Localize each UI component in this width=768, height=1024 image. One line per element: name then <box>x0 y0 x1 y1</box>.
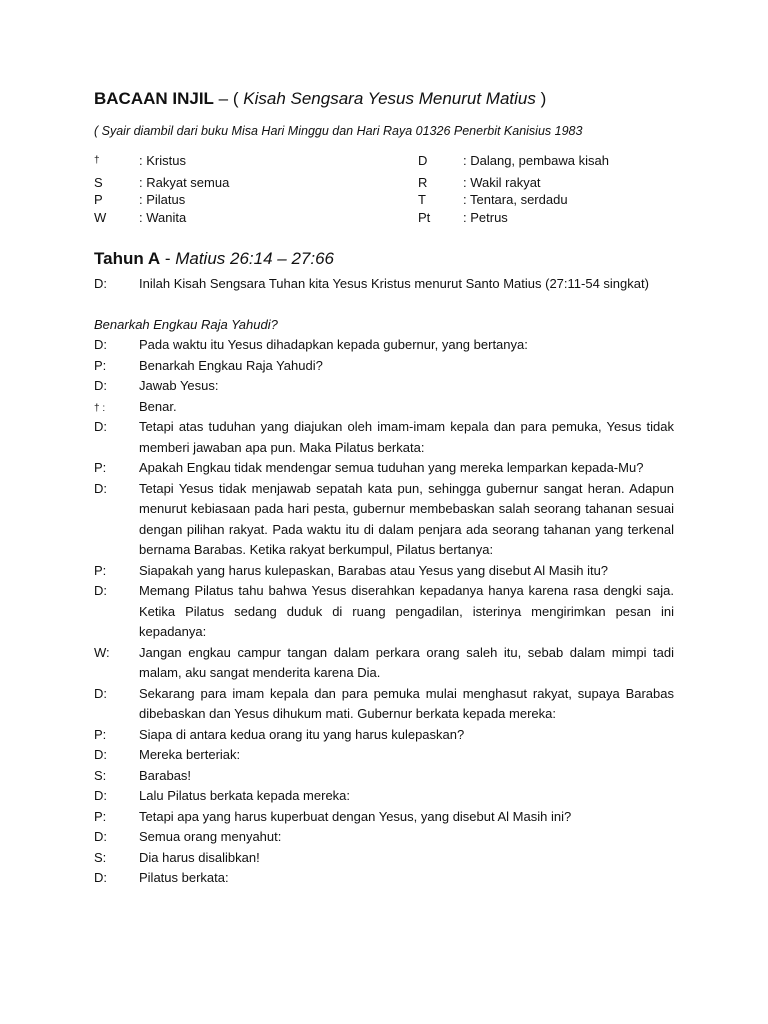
speaker-label: P: <box>94 726 107 742</box>
dialogue-text: Benar. <box>139 398 177 414</box>
dialogue-line <box>94 417 674 458</box>
speaker-label: P: <box>94 460 107 475</box>
dialogue-line <box>94 479 674 561</box>
dialogue-text: Tetapi atas tuduhan yang diajukan oleh imam-imam kepala dan para pemuka, Yesus tidak memberi jawaban apa pun. Maka Pilatus berkata: <box>139 419 674 455</box>
dialogue-text: Memang Pilatus tahu bahwa Yesus diserahkan kepadanya hanya karena rasa dengki saja. Ketika Pilatus sedang duduk di ruang pengadilan, isterinya mengirimkan pesan ini kepadanya: <box>139 583 674 639</box>
dialogue-line <box>94 643 674 684</box>
speaker-label: P: <box>94 562 107 578</box>
reading-body <box>94 274 674 889</box>
dialogue-line <box>94 356 674 377</box>
speaker-label: S: <box>94 849 107 865</box>
speaker-label: D: <box>94 788 107 803</box>
dialogue-text: Lalu Pilatus berkata kepada mereka: <box>139 788 351 803</box>
speaker-label: D: <box>94 480 107 496</box>
dialogue-line <box>94 786 674 807</box>
dialogue-text: Dia harus disalibkan! <box>139 849 260 865</box>
dialogue-text: Sekarang para imam kepala dan para pemuka mulai menghasut rakyat, supaya Barabas dibebaskan dan Yesus dihukum mati. Gubernur berkata kepada mereka: <box>139 685 674 721</box>
speaker-label: † : <box>94 402 106 414</box>
dialogue-text: Apakah Engkau tidak mendengar semua tuduhan yang mereka lemparkan kepada-Mu? <box>139 460 644 475</box>
dialogue-text: Siapakah yang harus kulepaskan, Barabas atau Yesus yang disebut Al Masih itu? <box>139 562 609 578</box>
dialogue-text: Semua orang menyahut: <box>139 829 282 844</box>
speaker-label: D: <box>94 747 107 762</box>
section-heading: Tahun A - Matius 26:14 – 27:66 <box>94 249 334 268</box>
speaker-label: D: <box>94 829 107 844</box>
dialogue-text: Jawab Yesus: <box>139 378 219 393</box>
dialogue-line <box>94 745 674 766</box>
document-page: BACAAN INJIL – ( Kisah Sengsara Yesus Menurut Matius ) ( Syair diambil dari buku Misa Hari Minggu dan Hari Raya 01326 Penerbit Kanisius 1983 † : Kristus S : Rakyat semua P : Pilatus W : Wanita D : Dalang, pembawa kisah R : Wakil rakyat T : Tentara, serdadu Pt : Petrus Tahun A - Matius 26:14 – 27:66 D: Inilah Kisah Sengsara Tuhan kita Yesus Kristus menurut Santo Matius (27:11-54 singkat) Benarkah Engkau Raja Yahudi? D: Pada waktu itu Yesus dihadapkan kepada gubernur, yang bertanya: P: Benarkah Engkau Raja Yahudi? D: Jawab Yesus: † : Benar. D: Tetapi atas tuduhan yang diajukan oleh imam-imam kepala dan para pemuka, Yesus tidak memberi jawaban apa pun. Maka Pilatus berkata: P: Apakah Engkau tidak mendengar semua tuduhan yang mereka lemparkan kepada-Mu? D: Tetapi Yesus tidak menjawab sepatah kata pun, sehingga gubernur sangat heran. Adapun menurut kebiasaan pada hari pesta, gubernur membebaskan salah seorang tahanan sesuai dengan pilihan rakyat. Pada waktu itu di dalam penjara ada seorang tahanan yang terkenal bernama Barabas. Ketika rakyat berkumpul, Pilatus bertanya: P: Siapakah yang harus kulepaskan, Barabas atau Yesus yang disebut Al Masih itu? D: Memang Pilatus tahu bahwa Yesus diserahkan kepadanya hanya karena rasa dengki saja. Ketika Pilatus sedang duduk di ruang pengadilan, isterinya mengirimkan pesan ini kepadanya: W: Jangan engkau campur tangan dalam perkara orang saleh itu, sebab dalam mimpi tadi malam, aku sangat menderita karena Dia. D: Sekarang para imam kepala dan para pemuka mulai menghasut rakyat, supaya Barabas dibebaskan dan Yesus dihukum mati. Gubernur berkata kepada mereka: P: Siapa di antara kedua orang itu yang harus kulepaskan? D: Mereka berteriak: S: Barabas! D: Lalu Pilatus berkata kepada mereka: P: Tetapi apa yang harus kuperbuat dengan Yesus, yang disebut Al Masih ini? D: Semua orang menyahut: S: Dia harus disalibkan! D: Pilatus berkata: <box>0 0 768 1024</box>
speaker-label: P: <box>94 357 107 373</box>
dialogue-text: Tetapi apa yang harus kuperbuat dengan Yesus, yang disebut Al Masih ini? <box>139 808 572 824</box>
dialogue-text: Benarkah Engkau Raja Yahudi? <box>139 357 323 373</box>
dialogue-line <box>94 561 674 582</box>
dialogue-line <box>94 807 674 828</box>
dialogue-line <box>94 335 674 356</box>
speaker-label: D: <box>94 685 107 701</box>
dialogue-line <box>94 848 674 869</box>
speaker-label: D: <box>94 337 107 352</box>
intro-line: D: Inilah Kisah Sengsara Tuhan kita Yesus Kristus menurut Santo Matius (27:11-54 singkat) <box>94 276 649 291</box>
dialogue-line <box>94 827 674 848</box>
speaker-label: W: <box>94 644 110 660</box>
dialogue-text: Pada waktu itu Yesus dihadapkan kepada gubernur, yang bertanya: <box>139 337 528 352</box>
dialogue-line <box>94 684 674 725</box>
source-note: ( Syair diambil dari buku Misa Hari Minggu dan Hari Raya 01326 Penerbit Kanisius 1983 <box>94 124 583 138</box>
dialogue-text: Siapa di antara kedua orang itu yang harus kulepaskan? <box>139 726 465 742</box>
dialogue-text: Jangan engkau campur tangan dalam perkara orang saleh itu, sebab dalam mimpi tadi malam, aku sangat menderita karena Dia. <box>139 644 674 680</box>
dialogue-line <box>94 868 674 889</box>
dialogue-text: Tetapi Yesus tidak menjawab sepatah kata pun, sehingga gubernur sangat heran. Adapun menurut kebiasaan pada hari pesta, gubernur membebaskan salah seorang tahanan sesuai dengan pilihan rakyat. Pada waktu itu di dalam penjara ada seorang tahanan yang terkenal bernama Barabas. Ketika rakyat berkumpul, Pilatus bertanya: <box>139 480 674 557</box>
dialogue-line <box>94 766 674 787</box>
speaker-label: D: <box>94 870 107 885</box>
speaker-label: D: <box>94 583 107 598</box>
speaker-label: D: <box>94 378 107 393</box>
dialogue-text: Pilatus berkata: <box>139 870 229 885</box>
dialogue-line <box>94 376 674 397</box>
dialogue-line <box>94 397 674 418</box>
dialogue-list <box>94 335 674 889</box>
document-title: BACAAN INJIL – ( Kisah Sengsara Yesus Menurut Matius ) <box>94 89 547 108</box>
dialogue-text: Mereka berteriak: <box>139 747 241 762</box>
dialogue-line <box>94 581 674 643</box>
dialogue-line <box>94 458 674 479</box>
dialogue-line <box>94 725 674 746</box>
speaker-label: S: <box>94 767 107 783</box>
speaker-label: D: <box>94 419 107 434</box>
speaker-label: P: <box>94 808 107 824</box>
subheading: Benarkah Engkau Raja Yahudi? <box>94 316 278 332</box>
dialogue-text: Barabas! <box>139 767 192 783</box>
